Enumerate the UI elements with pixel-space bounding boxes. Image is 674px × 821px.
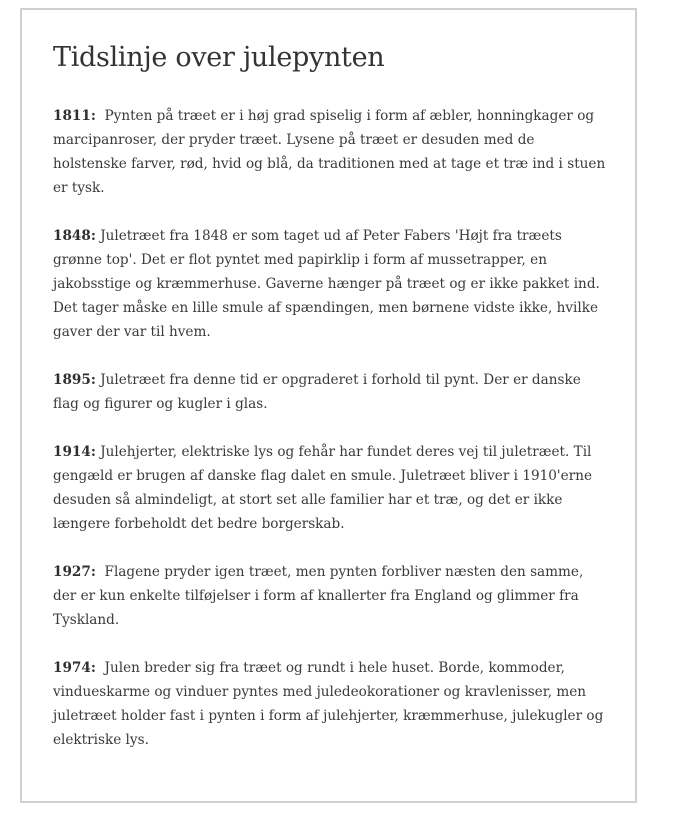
entry-year: 1848: [53,228,96,244]
entry-text: Pynten på træet er i høj grad spiselig i form af æbler, honningkager og marcipanroser, der pryder træet. Lysene på træet er desuden med de holstenske farver, rød, hvid og blå, da traditionen med at tage et træ ind i stuen er tysk. [53,108,606,196]
page-title: Tidslinje over julepynten [53,42,385,73]
entry-text: Flagene pryder igen træet, men pynten forbliver næsten den samme, der er kun enkelte tilføjelser i form af knallerter fra England og glimmer fra Tyskland. [53,564,584,628]
timeline-card [20,8,637,803]
entry-text: Julehjerter, elektriske lys og fehår har fundet deres vej til juletræet. Til gengæld er brugen af danske flag dalet en smule. Juletræet bliver i 1910'erne desuden så almindeligt, at stort set alle familier har et træ, og det er ikke længere forbeholdt det bedre borgerskab. [53,444,592,532]
entry-text: Julen breder sig fra træet og rundt i hele huset. Borde, kommoder, vindueskarme og vinduer pyntes med juledeokorationer og kravlenisser, men juletræet holder fast i pynten i form af julehjerter, kræmmerhuse, julekugler og elektriske lys. [53,660,604,748]
timeline-entries [53,104,609,776]
entry-year: 1895: [53,372,96,388]
timeline-entry-1811 [53,104,609,200]
entry-year: 1927: [53,564,96,580]
timeline-entry-1927 [53,560,609,632]
timeline-entry-1848 [53,224,609,344]
entry-year: 1974: [53,660,96,676]
timeline-entry-1914 [53,440,609,536]
timeline-entry-1895 [53,368,609,416]
entry-year: 1811: [53,108,96,124]
entry-text: Juletræet fra 1848 er som taget ud af Peter Fabers 'Højt fra træets grønne top'. Det er flot pyntet med papirklip i form af mussetrapper, en jakobsstige og kræmmerhuse. Gaverne hænger på træet og er ikke pakket ind. Det tager måske en lille smule af spændingen, men børnene vidste ikke, hvilke gaver der var til hvem. [53,228,600,340]
entry-year: 1914: [53,444,96,460]
timeline-entry-1974 [53,656,609,752]
entry-text: Juletræet fra denne tid er opgraderet i forhold til pynt. Der er danske flag og figurer og kugler i glas. [53,372,581,412]
